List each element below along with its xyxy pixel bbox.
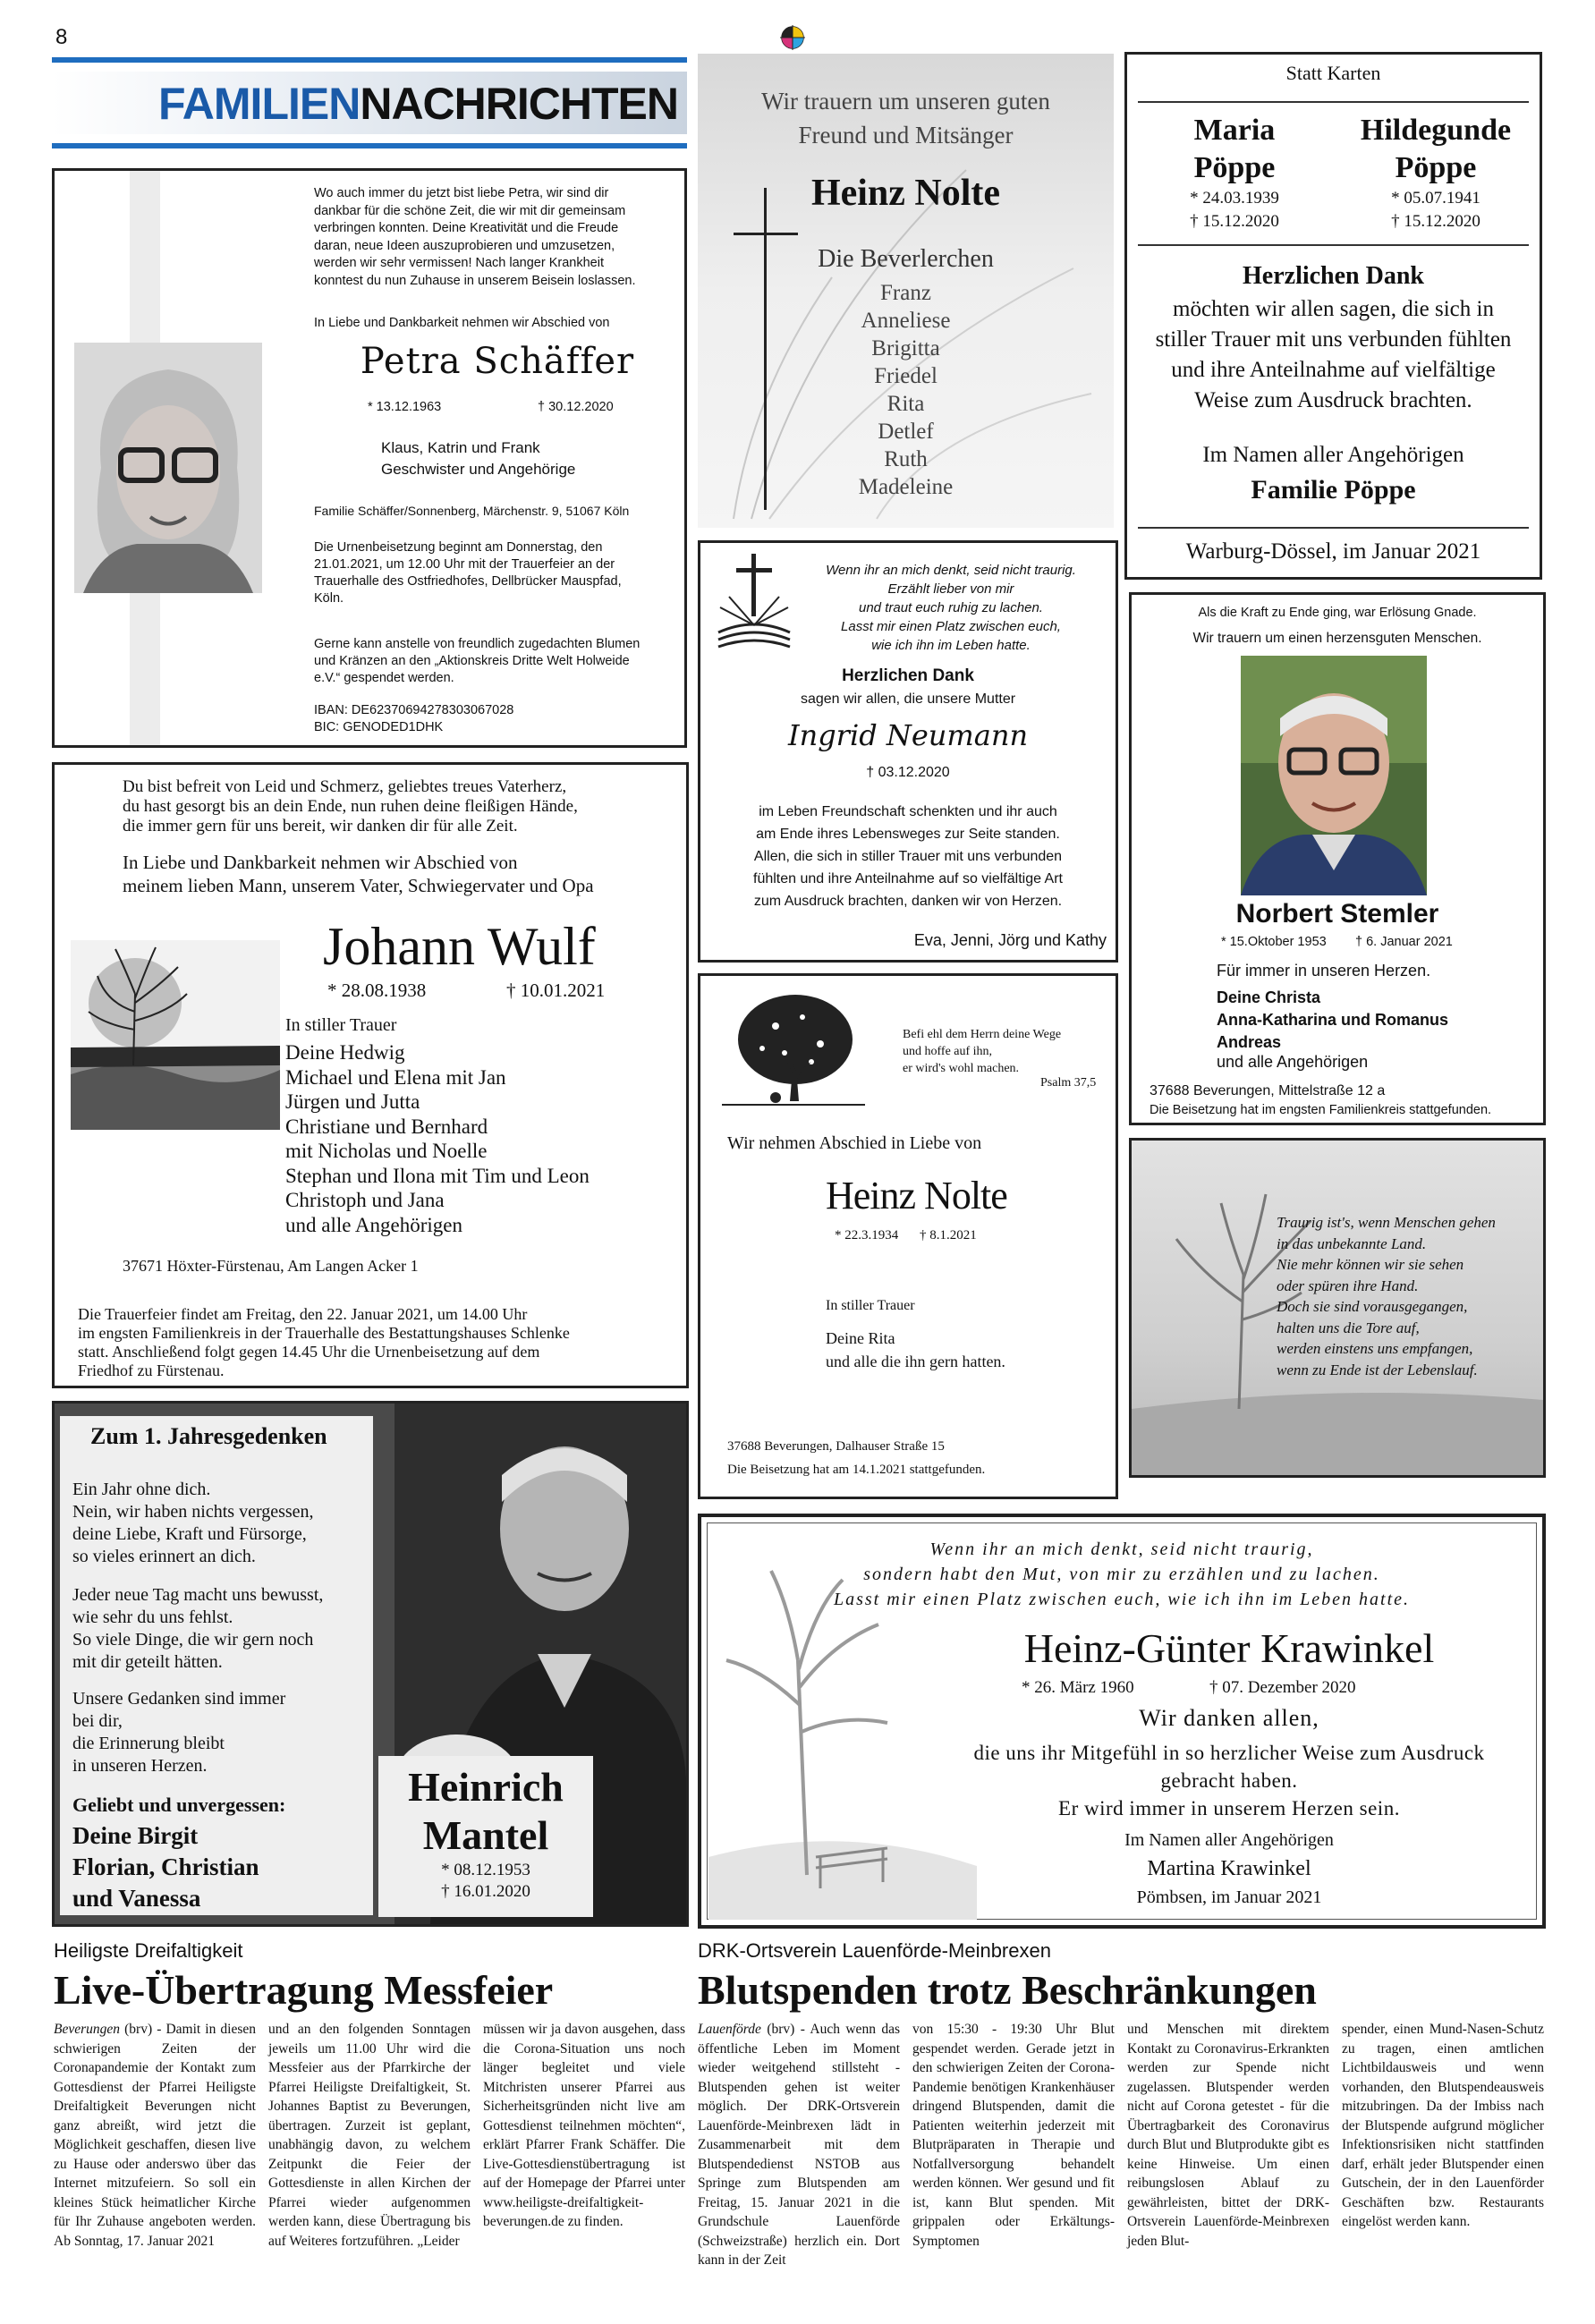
- neumann-signed: Eva, Jenni, Jörg und Kathy: [913, 931, 1107, 949]
- wulf-address: 37671 Höxter-Fürstenau, Am Langen Acker 1: [123, 1257, 419, 1275]
- divider: [1138, 244, 1529, 246]
- obituary-heinz-nolte-choir: [698, 54, 1114, 528]
- poeppe-person-1: Maria Pöppe * 24.03.1939 † 15.12.2020: [1190, 114, 1279, 231]
- poeppe-header: Statt Karten: [1285, 62, 1381, 84]
- poeppe-person-2: Hildegunde Pöppe * 05.07.1941 † 15.12.2020: [1360, 114, 1512, 231]
- article2-col-2: von 15:30 - 19:30 Uhr Blut gespendet werden. Gerade jetzt in den schwierigen Zeiten der Corona-Pandemie benötigen Krankenhäuser dringend Blutspenden, damit die Patienten weiterhin jederzeit mit Blutpräparaten in Therapie und Notfallversorgung behandelt werden können. Wer gesund und fit ist, kann Blut spenden. Mit grippalen oder Erkältungs-Symptomen: [912, 2022, 1115, 2249]
- neumann-died: † 03.12.2020: [866, 765, 950, 780]
- petra-bank: IBAN: DE62370694278303067028 BIC: GENODED1DHK: [314, 703, 514, 734]
- neumann-text: im Leben Freundschaft schenkten und ihr auch am Ende ihres Lebensweges zur Seite standen. Allen, die sich in stiller Trauer mit uns verbunden fühlten und ihre Anteilnahme auf so vielfältige Art zum Ausdruck brachten, danken wir von Herzen.: [753, 804, 1063, 909]
- krawinkel-name: Heinz-Günter Krawinkel: [1023, 1625, 1435, 1671]
- nolte-choir-group: Die Beverlerchen: [818, 245, 994, 273]
- stemler-born: * 15.Oktober 1953: [1221, 935, 1327, 949]
- stemler-family: Deine Christa Anna-Katharina und Romanus Andreas: [1217, 988, 1449, 1051]
- article1-col-3: müssen wir ja davon ausgehen, dass die Corona-Situation uns noch länger begleitet und viele Mitchristen unserer Pfarrei aus Sicherheitsgründen nicht live am Gottesdienst teilnehmen möchten“, erklärt Pfarrer Frank Schäffer. Die Live-Gottesdienstübertragung ist auf der Homepage der Pfarrei unter www.heiligste-dreifaltigkeit-beverungen.de zu finden.: [483, 2022, 685, 2229]
- petra-donation: Gerne kann anstelle von freundlich zugedachten Blumen und Kränzen an den „Aktionskreis Dritte Welt Holweide e.V.“ gespendet werden.: [314, 637, 641, 685]
- neumann-poem: Wenn ihr an mich denkt, seid nicht traurig. Erzählt lieber von mir und traut euch ruhig zu lachen. Lasst mir einen Platz zwischen euch, wie ich ihn im Leben hatte.: [826, 563, 1076, 653]
- nolte-psalm: Befi ehl dem Herrn deine Wege und hoffe auf ihn, er wird's wohl machen.: [903, 1028, 1062, 1075]
- mantel-stanza-1: Ein Jahr ohne dich. Nein, wir haben nichts vergessen, deine Liebe, Kraft und Fürsorge, so vieles erinnert an dich.: [72, 1480, 314, 1566]
- article2-col-3: und Menschen mit direktem Kontakt zu Coronavirus-Erkrankten werden zur Spende nicht zugelassen. Blutspender werden nicht auf Corona getestet - für die Übertragbarkeit des Coronavirus durch Blut und Blutprodukte gibt es keine Hinweise. Um einen reibungslosen Ablauf zu gewährleisten, bittet der DRK-Ortsverein Lauenförde-Meinbrexen jeden Blut-: [1127, 2022, 1329, 2249]
- mantel-stanza-2: Jeder neue Tag macht uns bewusst, wie sehr du uns fehlst. So viele Dinge, die wir gern noch mit dir geteilt hätten.: [72, 1585, 324, 1672]
- neumann-subtitle: sagen wir allen, die unsere Mutter: [800, 691, 1016, 707]
- article1-col-2: und an den folgenden Sonntagen jeweils um 11.00 Uhr wird die Messfeier aus der Pfarrkirche der Pfarrei Heiligste Dreifaltigkeit, St. Johannes Baptist zu Beverungen, übertragen. Zurzeit ist geplant, unabhängig davon, zu welchem Zeitpunkt die Feier der Gottesdienste in allen Kirchen der Pfarrei wieder aufgenommen werden kann, diese Übertragung bis auf Weiteres fortzuführen. „Leider: [268, 2022, 471, 2249]
- obituary-poeppe: [1124, 52, 1542, 580]
- stemler-address: 37688 Beverungen, Mittelstraße 12 a: [1150, 1083, 1386, 1098]
- nolte-died: † 8.1.2021: [920, 1228, 977, 1243]
- nolte-family: Deine Rita und alle die ihn gern hatten.: [826, 1329, 1005, 1370]
- stemler-forever: Für immer in unseren Herzen.: [1217, 962, 1431, 980]
- section-header: [52, 57, 687, 150]
- stemler-line-2: Wir trauern um einen herzensguten Menschen.: [1192, 631, 1482, 646]
- petra-family: Klaus, Katrin und Frank Geschwister und Angehörige: [381, 439, 576, 478]
- nolte-burial: Die Beisetzung hat am 14.1.2021 stattgefunden.: [727, 1463, 986, 1477]
- stemler-died: † 6. Januar 2021: [1355, 935, 1453, 949]
- registration-mark-icon: [780, 25, 805, 50]
- stemler-name: Norbert Stemler: [1235, 899, 1439, 929]
- poeppe-thanks-title: Herzlichen Dank: [1243, 262, 1424, 290]
- stemler-relatives: und alle Angehörigen: [1217, 1053, 1369, 1071]
- divider: [1138, 527, 1529, 529]
- wulf-born: * 28.08.1938: [327, 980, 427, 1001]
- stemler-line-1: Als die Kraft zu Ende ging, war Erlösung Gnade.: [1198, 606, 1477, 620]
- krawinkel-poem: Wenn ihr an mich denkt, seid nicht traurig, sondern habt den Mut, von mir zu erzählen und zu lachen. Lasst mir einen Platz zwischen euch, wie ich ihn im Leben hatte.: [833, 1539, 1411, 1609]
- obituary-ingrid-neumann: [698, 540, 1118, 963]
- nolte-choir-name: Heinz Nolte: [810, 173, 1001, 214]
- petra-name: Petra Schäffer: [360, 341, 635, 382]
- wulf-intro: Du bist befreit von Leid und Schmerz, geliebtes treues Vaterherz, du hast gesorgt bis an dein Ende, nun ruhen deine fleißigen Hände, die immer gern für uns bereit, wir danken dir für alle Zeit.: [123, 777, 578, 835]
- petra-died: † 30.12.2020: [538, 400, 614, 414]
- poem-traurig: [1129, 1138, 1546, 1478]
- krawinkel-signed: Martina Krawinkel: [1147, 1857, 1311, 1880]
- krawinkel-on-behalf: Im Namen aller Angehörigen: [1124, 1830, 1334, 1850]
- neumann-name: Ingrid Neumann: [787, 718, 1029, 752]
- tree-icon: [722, 990, 865, 1115]
- petra-farewell: In Liebe und Dankbarkeit nehmen wir Abschied von: [314, 316, 610, 330]
- petra-funeral: Die Urnenbeisetzung beginnt am Donnerstag, den 21.01.2021, um 12.00 Uhr mit der Trauerfeier an der Trauerhalle des Ostfriedhofes, Dellbrücker Mauspfad, Köln.: [314, 540, 622, 606]
- mantel-stanza-3: Unsere Gedanken sind immer bei dir, die Erinnerung bleibt in unseren Herzen.: [72, 1689, 286, 1776]
- nolte-farewell: Wir nehmen Abschied in Liebe von: [727, 1133, 982, 1153]
- krawinkel-thanks: Wir danken allen,: [1139, 1705, 1319, 1731]
- poeppe-on-behalf: Im Namen aller Angehörigen: [1202, 443, 1464, 467]
- obituary-johann-wulf: [52, 762, 689, 1388]
- article1-kicker: Heiligste Dreifaltigkeit: [54, 1939, 243, 1962]
- traurig-poem: Traurig ist's, wenn Menschen gehen in das unbekannte Land. Nie mehr können wir sie sehen oder spüren ihre Hand. Doch sie sind vorausgegangen, halten uns die Tore auf, werden einstens uns empfangen, wenn zu Ende ist der Lebenslauf.: [1277, 1214, 1496, 1378]
- poeppe-family: Familie Pöppe: [1251, 475, 1416, 505]
- portrait-photo: [1241, 656, 1427, 895]
- obituary-norbert-stemler: [1129, 592, 1546, 1125]
- nolte-choir-members: Franz Anneliese Brigitta Friedel Rita Detlef Ruth Madeleine: [858, 281, 954, 499]
- page-number: 8: [55, 25, 68, 49]
- petra-born: * 13.12.1963: [368, 400, 442, 414]
- krawinkel-born: * 26. März 1960: [1022, 1678, 1134, 1697]
- obituary-heinrich-mantel: [52, 1401, 689, 1927]
- nolte-name: Heinz Nolte: [826, 1174, 1007, 1217]
- obituary-petra-schaeffer: [52, 168, 687, 748]
- obituary-krawinkel: [698, 1514, 1546, 1929]
- article1-col-1: Beverungen (brv) - Damit in diesen schwierigen Zeiten der Coronapandemie der Kontakt zum Gottesdienst der Pfarrei Heiligste Dreifaltigkeit Beverungen nicht ganz abreißt, wird jetzt die Möglichkeit geschaffen, diesen live zu Hause oder anderswo über das Internet mitzufeiern. So soll ein kleines Stück heimatlicher Kirche für Ihr Zuhause angeboten werden. Ab Sonntag, 17. Januar 2021: [54, 2022, 257, 2249]
- obituary-heinz-nolte-family: [698, 973, 1118, 1499]
- article2-kicker: DRK-Ortsverein Lauenförde-Meinbrexen: [698, 1939, 1051, 1962]
- article2-headline: Blutspenden trotz Beschränkungen: [698, 1967, 1317, 2013]
- poeppe-place-date: Warburg-Dössel, im Januar 2021: [1185, 539, 1481, 564]
- nolte-address: 37688 Beverungen, Dalhauser Straße 15: [727, 1439, 945, 1454]
- wulf-funeral: Die Trauerfeier findet am Freitag, den 22. Januar 2021, um 14.00 Uhr im engsten Familienkreis in der Trauerhalle des Bestattungshauses Schlenke statt. Anschließend folgt gegen 14.45 Uhr die Urnenbeisetzung auf dem Friedhof zu Fürstenau.: [78, 1305, 570, 1379]
- article2-col-4: spender, einen Mund-Nasen-Schutz zu tragen, einen amtlichen Lichtbildausweis und wenn vorhanden, den Blutspendeausweis mitzubringen. Da der Imbiss nach der Blutspende aufgrund möglicher Infektionsrisiken nicht stattfinden darf, erhält jeder Blutspender einen Gutschein, der in den Lauenförder Geschäften bzw. Restaurants eingelöst werden kann.: [1342, 2022, 1544, 2229]
- wulf-name: Johann Wulf: [323, 917, 596, 976]
- winter-landscape-photo: [71, 940, 280, 1130]
- nolte-psalm-ref: Psalm 37,5: [1040, 1076, 1097, 1090]
- wulf-farewell: In Liebe und Dankbarkeit nehmen wir Abschied von meinem lieben Mann, unserem Vater, Schwiegervater und Opa: [123, 852, 594, 896]
- wulf-mourning: In stiller Trauer: [285, 1015, 397, 1035]
- wulf-family: Deine Hedwig Michael und Elena mit Jan Jürgen und Jutta Christiane und Bernhard mit Nicholas und Noelle Stephan und Ilona mit Tim und Leon Christoph und Jana und alle Angehörigen: [285, 1041, 590, 1236]
- nolte-choir-intro: Wir trauern um unseren guten Freund und Mitsänger: [761, 88, 1050, 148]
- divider: [1138, 101, 1529, 103]
- mantel-closing: Geliebt und unvergessen:: [72, 1794, 286, 1816]
- nolte-mourning: In stiller Trauer: [826, 1298, 915, 1313]
- krawinkel-place-date: Pömbsen, im Januar 2021: [1136, 1887, 1322, 1907]
- article2-col-1: Lauenförde (brv) - Auch wenn das öffentliche Leben im Moment wieder weitgehend stillsteht - Blutspenden gehen ist weiter möglich. Der DRK-Ortsverein Lauenförde-Meinbrexen lädt in Zusammenarbeit mit dem Blutspendedienst NSTOB aus Springe zum Blutspenden am Freitag, 15. Januar 2021 in die Grundschule Lauenförde (Schweizstraße) herzlich ein. Dort kann in der Zeit: [698, 2022, 900, 2268]
- cross-sunrise-icon: [717, 554, 792, 652]
- poeppe-thanks-text: möchten wir allen sagen, die sich in stiller Trauer mit uns verbunden fühlten und ihre Anteilnahme auf vielfältige Weise zum Ausdruck brachten.: [1155, 297, 1512, 412]
- section-title: FAMILIENNACHRICHTEN: [158, 79, 678, 129]
- portrait-photo: [74, 343, 262, 593]
- wulf-died: † 10.01.2021: [506, 980, 606, 1001]
- neumann-thanks-title: Herzlichen Dank: [842, 666, 974, 685]
- krawinkel-died: † 07. Dezember 2020: [1209, 1678, 1356, 1697]
- mantel-family: Deine Birgit Florian, Christian und Vanessa: [72, 1822, 259, 1912]
- mantel-title: Zum 1. Jahresgedenken: [90, 1423, 327, 1449]
- mantel-name-panel: Heinrich Mantel * 08.12.1953 † 16.01.2020: [378, 1756, 593, 1917]
- stemler-burial: Die Beisetzung hat im engsten Familienkreis stattgefunden.: [1150, 1103, 1492, 1117]
- krawinkel-text: die uns ihr Mitgefühl in so herzlicher Weise zum Ausdruck gebracht haben. Er wird immer in unserem Herzen sein.: [973, 1742, 1485, 1819]
- nolte-born: * 22.3.1934: [835, 1228, 899, 1243]
- petra-address: Familie Schäffer/Sonnenberg, Märchenstr. 9, 51067 Köln: [314, 504, 630, 518]
- article1-headline: Live-Übertragung Messfeier: [54, 1967, 554, 2013]
- petra-intro: Wo auch immer du jetzt bist liebe Petra, wir sind dir dankbar für die schöne Zeit, die wir mit dir gemeinsam verbringen konnten. Deine Kreativität und die Freude daran, neue Ideen auszuprobieren und umzusetzen, werden wir sehr vermissen! Nach langer Krankheit konntest du nun Zuhause in unserem Beisein loslassen.: [314, 186, 636, 288]
